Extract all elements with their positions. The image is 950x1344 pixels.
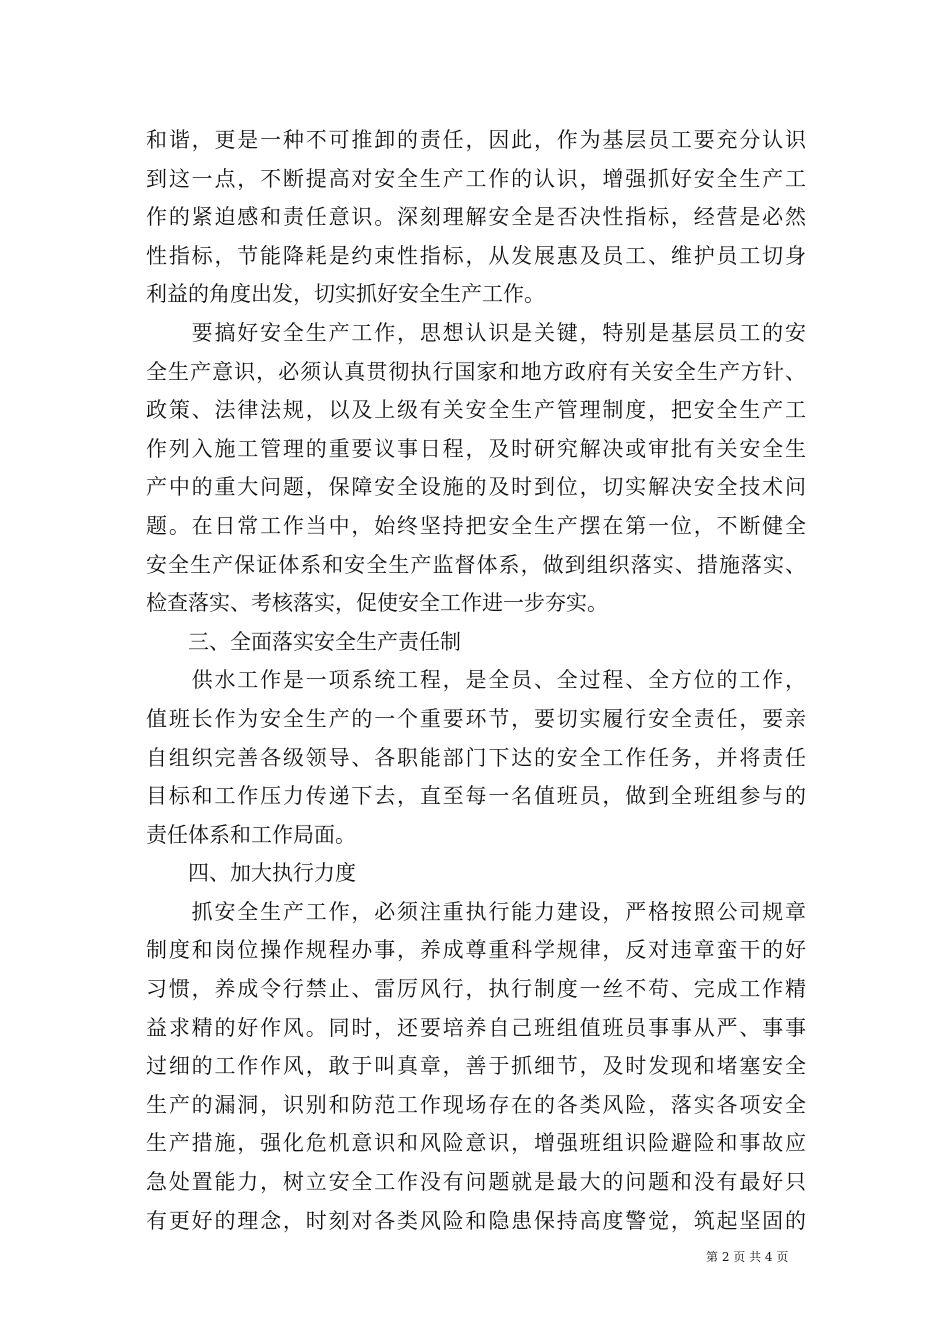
text-line: 作的紧迫感和责任意识。深刻理解安全是否决性指标，经营是必然	[146, 205, 806, 230]
text-line: 益求精的好作风。同时，还要培养自己班组值班员事事从严、事事	[146, 1015, 806, 1040]
text-line: 全生产意识，必须认真贯彻执行国家和地方政府有关安全生产方针、	[146, 359, 806, 384]
text-line: 习惯，养成令行禁止、雷厉风行，执行制度一丝不苟、完成工作精	[146, 977, 806, 1002]
text-line: 有更好的理念，时刻对各类风险和隐患保持高度警觉，筑起坚固的	[146, 1208, 806, 1233]
text-line: 性指标，节能降耗是约束性指标，从发展惠及员工、维护员工切身	[146, 243, 806, 268]
text-line: 自组织完善各级领导、各职能部门下达的安全工作任务，并将责任	[146, 745, 806, 770]
text-line: 制度和岗位操作规程办事，养成尊重科学规律，反对违章蛮干的好	[146, 938, 806, 963]
text-line: 急处置能力，树立安全工作没有问题就是最大的问题和没有最好只	[146, 1170, 806, 1195]
text-line: 安全生产保证体系和安全生产监督体系，做到组织落实、措施落实、	[146, 552, 806, 577]
text-line: 和谐，更是一种不可推卸的责任，因此，作为基层员工要充分认识	[146, 128, 806, 152]
text-line: 供水工作是一项系统工程，是全员、全过程、全方位的工作，	[146, 668, 806, 693]
section-heading: 四、加大执行力度	[146, 861, 356, 886]
text-line: 产中的重大问题，保障安全设施的及时到位，切实解决安全技术问	[146, 475, 806, 500]
text-line: 要搞好安全生产工作，思想认识是关键，特别是基层员工的安	[146, 320, 806, 345]
text-line: 过细的工作作风，敢于叫真章，善于抓细节，及时发现和堵塞安全	[146, 1054, 806, 1079]
text-line: 到这一点，不断提高对安全生产工作的认识，增强抓好安全生产工	[146, 166, 806, 191]
text-line: 题。在日常工作当中，始终坚持把安全生产摆在第一位，不断健全	[146, 513, 806, 538]
text-line: 抓安全生产工作，必须注重执行能力建设，严格按照公司规章	[146, 899, 806, 924]
section-heading: 三、全面落实安全生产责任制	[146, 629, 461, 654]
text-line: 责任体系和工作局面。	[146, 822, 356, 847]
text-line: 值班长作为安全生产的一个重要环节，要切实履行安全责任，要亲	[146, 706, 806, 731]
text-line: 检查落实、考核落实，促使安全工作进一步夯实。	[146, 591, 608, 616]
body-text	[146, 121, 806, 1240]
text-line: 生产的漏洞，识别和防范工作现场存在的各类风险，落实各项安全	[146, 1092, 806, 1117]
page-number: 第 2 页 共 4 页	[706, 1250, 789, 1264]
text-line: 政策、法律法规，以及上级有关安全生产管理制度，把安全生产工	[146, 398, 806, 423]
text-line: 利益的角度出发，切实抓好安全生产工作。	[146, 282, 545, 307]
text-line: 生产措施，强化危机意识和风险意识，增强班组识险避险和事故应	[146, 1131, 806, 1156]
text-line: 作列入施工管理的重要议事日程，及时研究解决或审批有关安全生	[146, 436, 806, 461]
text-line: 目标和工作压力传递下去，直至每一名值班员，做到全班组参与的	[146, 784, 806, 809]
